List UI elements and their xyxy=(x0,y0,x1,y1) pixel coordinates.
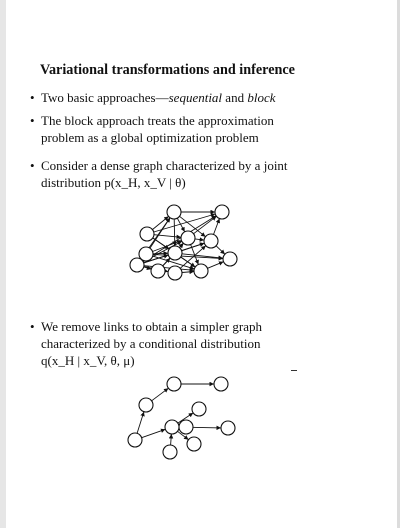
graph-node xyxy=(221,421,235,435)
graph-node xyxy=(187,437,201,451)
graph-edge xyxy=(182,272,194,273)
graph-edge xyxy=(216,246,225,254)
graph-edge xyxy=(195,239,204,240)
graph-node xyxy=(151,264,165,278)
graph-edge xyxy=(152,388,169,401)
graph-node xyxy=(181,231,195,245)
emph-block: block xyxy=(247,90,276,105)
bullet-dot: • xyxy=(30,113,35,128)
bullet-dot: • xyxy=(30,158,35,173)
graph-node xyxy=(139,398,153,412)
graph-node xyxy=(130,258,144,272)
bullet-plain: Two basic approaches— xyxy=(41,90,169,105)
bullet-mid: and xyxy=(222,90,248,105)
graph-node xyxy=(167,377,181,391)
graph-node xyxy=(165,420,179,434)
graph-edge xyxy=(137,412,144,434)
graph-node xyxy=(163,445,177,459)
graph-node xyxy=(215,205,229,219)
bullet-line: We remove links to obtain a simpler graph xyxy=(41,319,262,334)
bullet-dot: • xyxy=(30,319,35,334)
graph-node xyxy=(140,227,154,241)
graph-edge xyxy=(142,429,166,437)
bullet-line: characterized by a conditional distribution xyxy=(41,336,261,351)
dense-graph-diagram xyxy=(130,205,237,280)
graph-edge xyxy=(171,434,172,445)
bullet-line: The block approach treats the approximation xyxy=(41,113,274,128)
bullet-line: problem as a global optimization problem xyxy=(41,130,259,145)
graph-edge xyxy=(174,219,175,246)
graph-edge xyxy=(214,219,220,235)
graph-node xyxy=(204,234,218,248)
graph-node xyxy=(194,264,208,278)
emph-sequential: sequential xyxy=(168,90,223,105)
bullet-line: q(x_H | x_V, θ, μ) xyxy=(41,353,135,368)
graph-node xyxy=(214,377,228,391)
slide-title: Variational transformations and inference xyxy=(40,62,295,78)
bullet-line: Consider a dense graph characterized by a joint xyxy=(41,158,288,173)
graph-edge xyxy=(153,253,168,254)
bullet-line: distribution p(x_H, x_V | θ) xyxy=(41,175,186,190)
graph-node xyxy=(179,420,193,434)
graph-node xyxy=(167,205,181,219)
graph-node xyxy=(223,252,237,266)
graph-node xyxy=(168,246,182,260)
bullet-dot: • xyxy=(30,90,35,105)
graph-edge xyxy=(208,262,224,269)
sparse-graph-diagram xyxy=(128,377,235,459)
graph-node xyxy=(128,433,142,447)
graph-node xyxy=(192,402,206,416)
graph-node xyxy=(168,266,182,280)
